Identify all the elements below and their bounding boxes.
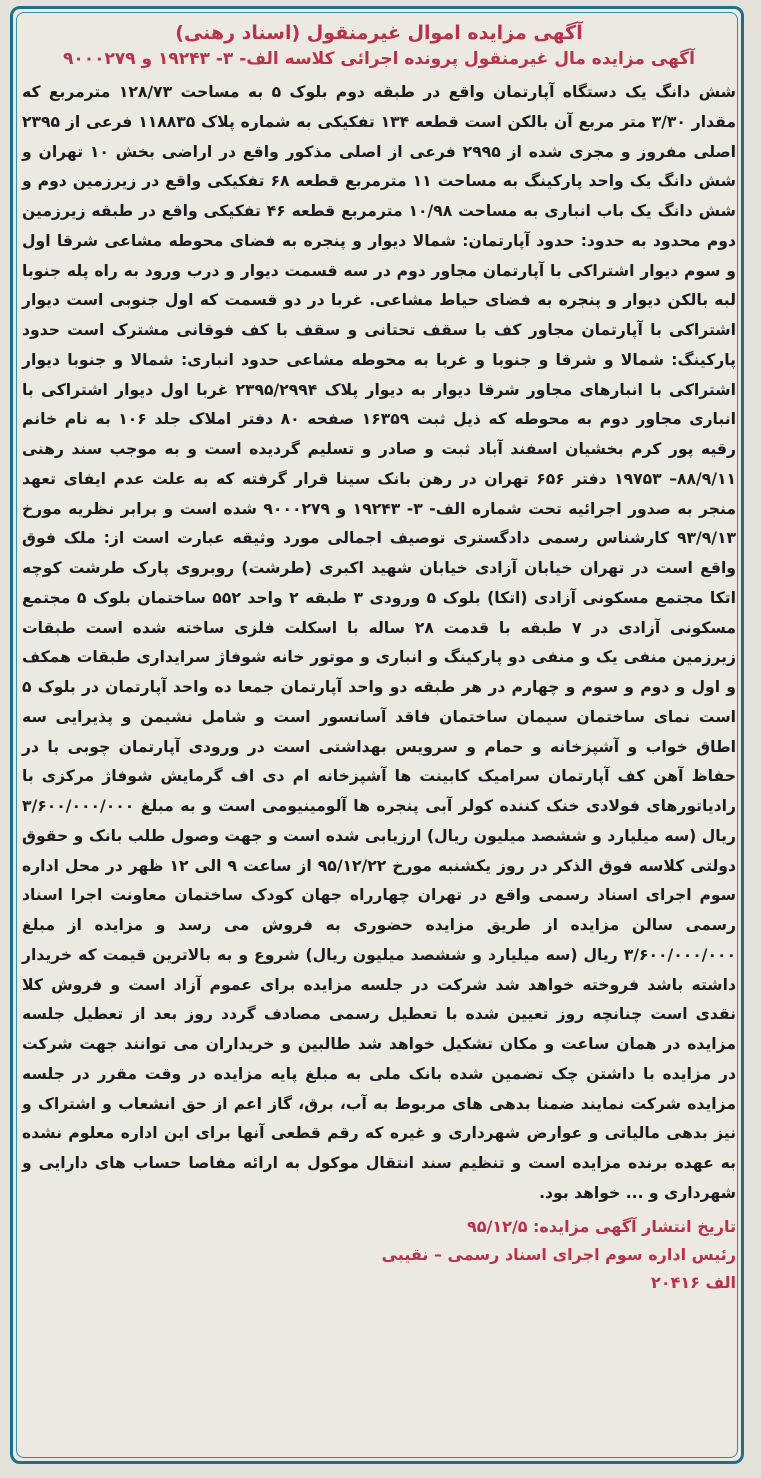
notice-subtitle: آگهی مزایده مال غیرمنقول پرونده اجرائی کلاسه الف- ۳- ۱۹۲۴۳ و ۹۰۰۰۲۷۹ [62,49,696,69]
reference-number: الف ۲۰۴۱۶ [651,1272,736,1292]
auction-notice [22,10,736,1297]
notice-body: شش دانگ یک دستگاه آپارتمان واقع در طبقه دوم بلوک ۵ به مساحت ۱۲۸/۷۳ مترمربع که مقدار ۳/۳۰ متر مربع آن بالکن است قطعه ۱۳۴ تفکیکی به شماره پلاک ۱۱۸۸۳۵ فرعی از ۲۳۹۵ اصلی مفروز و مجزی شده از ۲۹۹۵ فرعی از اصلی مذکور واقع در اراضی بخش ۱۰ تهران و شش دانگ یک واحد پارکینگ به مساحت ۱۱ مترمربع قطعه ۶۸ تفکیکی واقع در زیرزمین دوم و شش دانگ یک باب انباری به مساحت ۱۰/۹۸ مترمربع قطعه ۴۶ تفکیکی واقع در طبقه زیرزمین دوم محدود به حدود: حدود آپارتمان: شمالا دیوار و پنجره به فضای محوطه مشاعی شرقا اول و سوم دیوار اشتراکی با آپارتمان مجاور دوم در سه قسمت دیوار و درب ورود به راه پله جنوبا لبه بالکن دیوار و پنجره به فضای حیاط مشاعی. غربا در دو قسمت که اول جنوبی است دیوار اشتراکی با آپارتمان مجاور کف با سقف تحتانی و سقف با کف فوقانی مشترک است حدود پارکینگ: شمالا و شرقا و جنوبا و غربا به محوطه مشاعی حدود انباری: شمالا و جنوبا دیوار اشتراکی با انبارهای مجاور شرقا دیوار به دیوار پلاک ۲۳۹۵/۲۹۹۴ غربا اول دیوار اشتراکی با انباری مجاور دوم به محوطه که ذیل ثبت ۱۶۳۵۹ صفحه ۸۰ دفتر املاک جلد ۱۰۶ به نام خانم رقیه پور کرم بخشیان اسفند آباد ثبت و صادر و تسلیم گردیده است و به موجب سند رهنی ۸۸/۹/۱۱– ۱۹۷۵۳ دفتر ۶۵۶ تهران در رهن بانک سینا قرار گرفته که به علت عدم ایفای تعهد منجر به صدور اجرائیه تحت شماره الف- ۳- ۱۹۲۴۳ و ۹۰۰۰۲۷۹ شده است و برابر نظریه مورخ ۹۳/۹/۱۳ کارشناس رسمی دادگستری توصیف اجمالی مورد وثیقه عبارت است از: ملک فوق واقع است در تهران خیابان آزادی خیابان شهید اکبری (طرشت) روبروی پارک طرشت کوچه اتکا مجتمع مسکونی آزادی (اتکا) بلوک ۵ ورودی ۳ طبقه ۲ واحد ۵۵۲ ساختمان بلوک ۵ مجتمع مسکونی آزادی در ۷ طبقه با قدمت ۲۸ ساله با اسکلت فلزی ساخته شده است طبقات زیرزمین منفی یک و منفی دو پارکینگ و انباری و موتور خانه شوفاژ سرایداری طبقات همکف و اول و دوم و سوم و چهارم در هر طبقه دو واحد آپارتمان جمعا ده واحد آپارتمان در بلوک ۵ است نمای ساختمان سیمان ساختمان فاقد آسانسور است و شامل نشیمن و پذیرایی سه اطاق خواب و آشپزخانه و حمام و سرویس بهداشتی است در ورودی آپارتمان چوبی با در حفاظ آهن کف آپارتمان سرامیک کابینت ها آشپزخانه ام دی اف گرمایش شوفاژ مرکزی با رادیاتورهای فولادی خنک کننده کولر آبی پنجره ها آلومینیومی است و به مبلغ ۳/۶۰۰/۰۰۰/۰۰۰ ریال (سه میلیارد و ششصد میلیون ریال) ارزیابی شده است و جهت وصول طلب بانک و حقوق دولتی کلاسه فوق الذکر در روز یکشنبه مورخ ۹۵/۱۲/۲۲ از ساعت ۹ الی ۱۲ ظهر در محل اداره سوم اجرای اسناد رسمی واقع در تهران چهارراه جهان کودک ساختمان معاونت اجرا اسناد رسمی سالن مزایده از طریق مزایده حضوری به فروش می رسد و مزایده از مبلغ ۳/۶۰۰/۰۰۰/۰۰۰ ریال (سه میلیارد و ششصد میلیون ریال) شروع و به بالاترین قیمت که خریدار داشته باشد فروخته خواهد شد شرکت در جلسه مزایده برای عموم آزاد است و فروش کلا نقدی است چنانچه روز تعیین شده با تعطیل رسمی مصادف گردد روز بعد از تعطیل جلسه مزایده در همان ساعت و مکان تشکیل خواهد شد طالبین و خریداران می توانند جهت شرکت در مزایده با داشتن چک تضمین شده بانک ملی به مبلغ پایه مزایده در وقت مقرر در جلسه مزایده شرکت نمایند ضمنا بدهی های مربوط به آب، برق، گاز اعم از حق انشعاب و اشتراک و نیز بدهی مالیاتی و عوارض شهرداری و غیره که رقم قطعی آنها برای این اداره معلوم نشده به عهده برنده مزایده است و تنظیم سند انتقال موکول به ارائه مفاصا حساب های دارایی و شهرداری و ... خواهد بود. [22,83,737,1202]
notice-title: آگهی مزایده اموال غیرمنقول (اسناد رهنی) [175,22,583,44]
publish-date: تاریخ انتشار آگهی مزایده: ۹۵/۱۲/۵ [466,1216,736,1236]
notice-footer [22,1213,736,1297]
signature: رئیس اداره سوم اجرای اسناد رسمی – نقیبی [381,1244,736,1264]
